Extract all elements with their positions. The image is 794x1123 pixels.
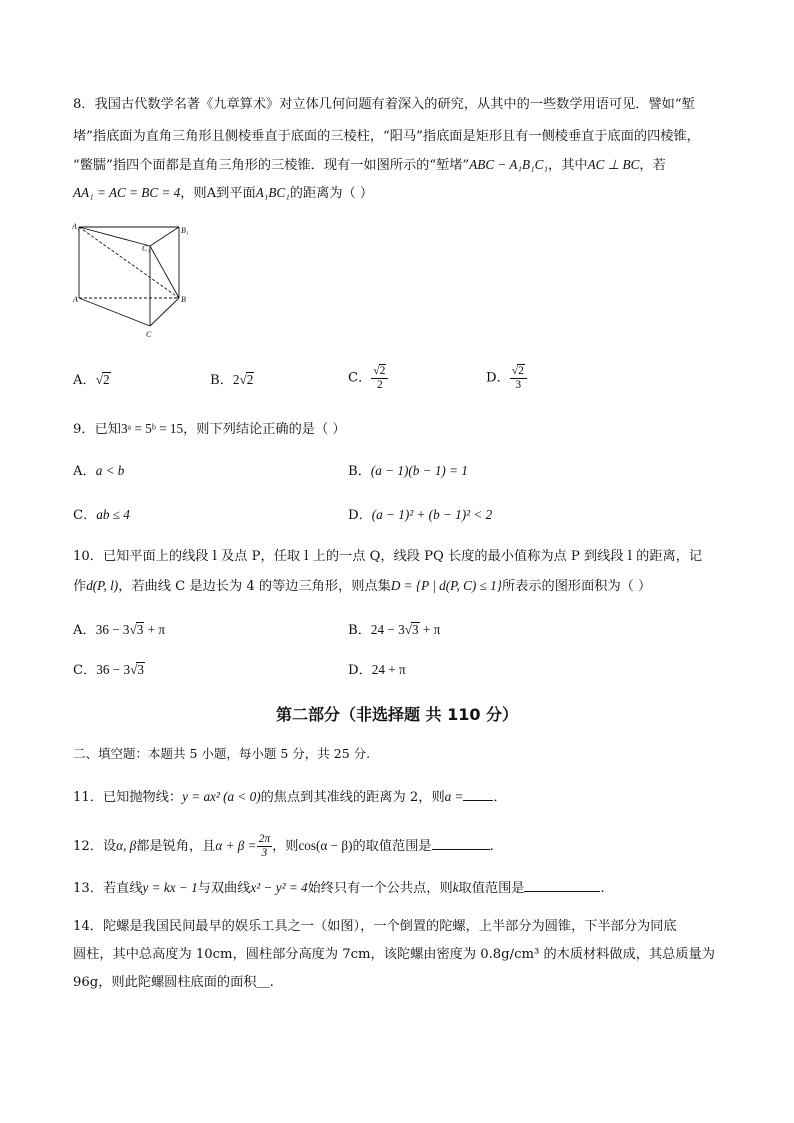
q14-line2: 圆柱，其中总高度为 10cm，圆柱部分高度为 7cm，该陀螺由密度为 0.8g/cm³ 的木质材料做成，其总质量为 bbox=[73, 947, 715, 962]
q9-option-a[interactable]: A．a < b bbox=[73, 463, 125, 479]
part2-heading: 第二部分（非选择题 共 110 分） bbox=[275, 705, 519, 724]
q10-option-d[interactable]: D．24 + π bbox=[348, 662, 406, 678]
prism-figure bbox=[60, 218, 200, 343]
q8-line1: 8．我国古代数学名著《九章算术》对立体几何问题有着深入的研究，从其中的一些数学用语可见．譬如“堑 bbox=[73, 97, 695, 112]
label-C1: C₁ bbox=[142, 244, 151, 253]
edge-AC bbox=[79, 298, 150, 326]
q10-line1: 10．已知平面上的线段 l 及点 P，任取 l 上的一点 Q，线段 PQ 长度的最小值称为点 P 到线段 l 的距离，记 bbox=[73, 549, 703, 564]
q14-line1: 14．陀螺是我国民间最早的娱乐工具之一（如图），一个倒置的陀螺，上半部分为圆锥，下半部分为同底 bbox=[73, 919, 677, 934]
q12: 12．设α, β都是锐角，且α + β = $\frac{2\pi}{3}$ ，则cos(α − β)的取值范围是 . bbox=[73, 833, 494, 859]
q8-option-d[interactable]: D． $\frac{√2}{3}$ bbox=[486, 364, 527, 392]
q10-line2: 作d(P, l)，若曲线 C 是边长为 4 的等边三角形，则点集D = {P | d(P, C) ≤ 1}所表示的图形面积为（ ） bbox=[73, 578, 652, 594]
label-B: B bbox=[181, 295, 186, 304]
q11: 11．已知抛物线：y = ax² (a < 0)的焦点到其准线的距离为 2，则a = ． bbox=[73, 789, 507, 805]
edge-C1B bbox=[150, 246, 179, 298]
q14-line3: 96g，则此陀螺圆柱底面的面积＿. bbox=[73, 975, 274, 990]
q9-option-d[interactable]: D．(a − 1)² + (b − 1)² < 2 bbox=[348, 507, 493, 523]
q11-answer-blank[interactable] bbox=[463, 788, 493, 801]
edge-A1B-hidden bbox=[79, 227, 179, 298]
q9-option-c[interactable]: C．ab ≤ 4 bbox=[73, 507, 130, 523]
q12-answer-blank[interactable] bbox=[432, 837, 490, 850]
edge-CB bbox=[150, 298, 179, 326]
q8-option-c[interactable]: C． $\frac{√2}{2}$ bbox=[348, 364, 388, 392]
q9-option-b[interactable]: B．(a − 1)(b − 1) = 1 bbox=[348, 463, 468, 479]
q8-option-b[interactable]: B．2√2 bbox=[210, 372, 254, 388]
label-A: A bbox=[73, 295, 78, 304]
q8-line3: “鳖臑”指四个面都是直角三角形的三棱锥．现有一如图所示的“堑堵”ABC − A₁B₁C₁，其中AC ⊥ BC，若 bbox=[73, 157, 666, 173]
q13-answer-blank[interactable] bbox=[524, 879, 600, 892]
q8-line2: 堵”指底面为直角三角形且侧棱垂直于底面的三棱柱，“阳马”指底面是矩形且有一侧棱垂直于底面的四棱锥， bbox=[73, 129, 700, 144]
label-B1: B₁ bbox=[181, 226, 189, 235]
q8-line4: AA₁ = AC = BC = 4，则A到平面A₁BC₁的距离为（ ） bbox=[73, 185, 374, 201]
q10-option-b[interactable]: B．24 − 3√3 + π bbox=[348, 622, 441, 638]
q10-option-c[interactable]: C．36 − 3√3 bbox=[73, 662, 144, 678]
label-C: C bbox=[146, 330, 152, 339]
q8-option-a[interactable]: A．√2 bbox=[73, 372, 110, 388]
q13: 13．若直线y = kx − 1与双曲线x² − y² = 4始终只有一个公共点，则k取值范围是 . bbox=[73, 880, 605, 896]
q10-option-a[interactable]: A．36 − 3√3 + π bbox=[73, 622, 166, 638]
edge-C1B1 bbox=[150, 227, 179, 246]
edge-A1C1 bbox=[79, 227, 150, 246]
q9-stem: 9．已知3ᵃ = 5ᵇ = 15，则下列结论正确的是（ ） bbox=[73, 421, 346, 437]
section2-instructions: 二、填空题：本题共 5 小题，每小题 5 分，共 25 分. bbox=[73, 746, 371, 761]
label-A1: A₁ bbox=[72, 222, 80, 231]
